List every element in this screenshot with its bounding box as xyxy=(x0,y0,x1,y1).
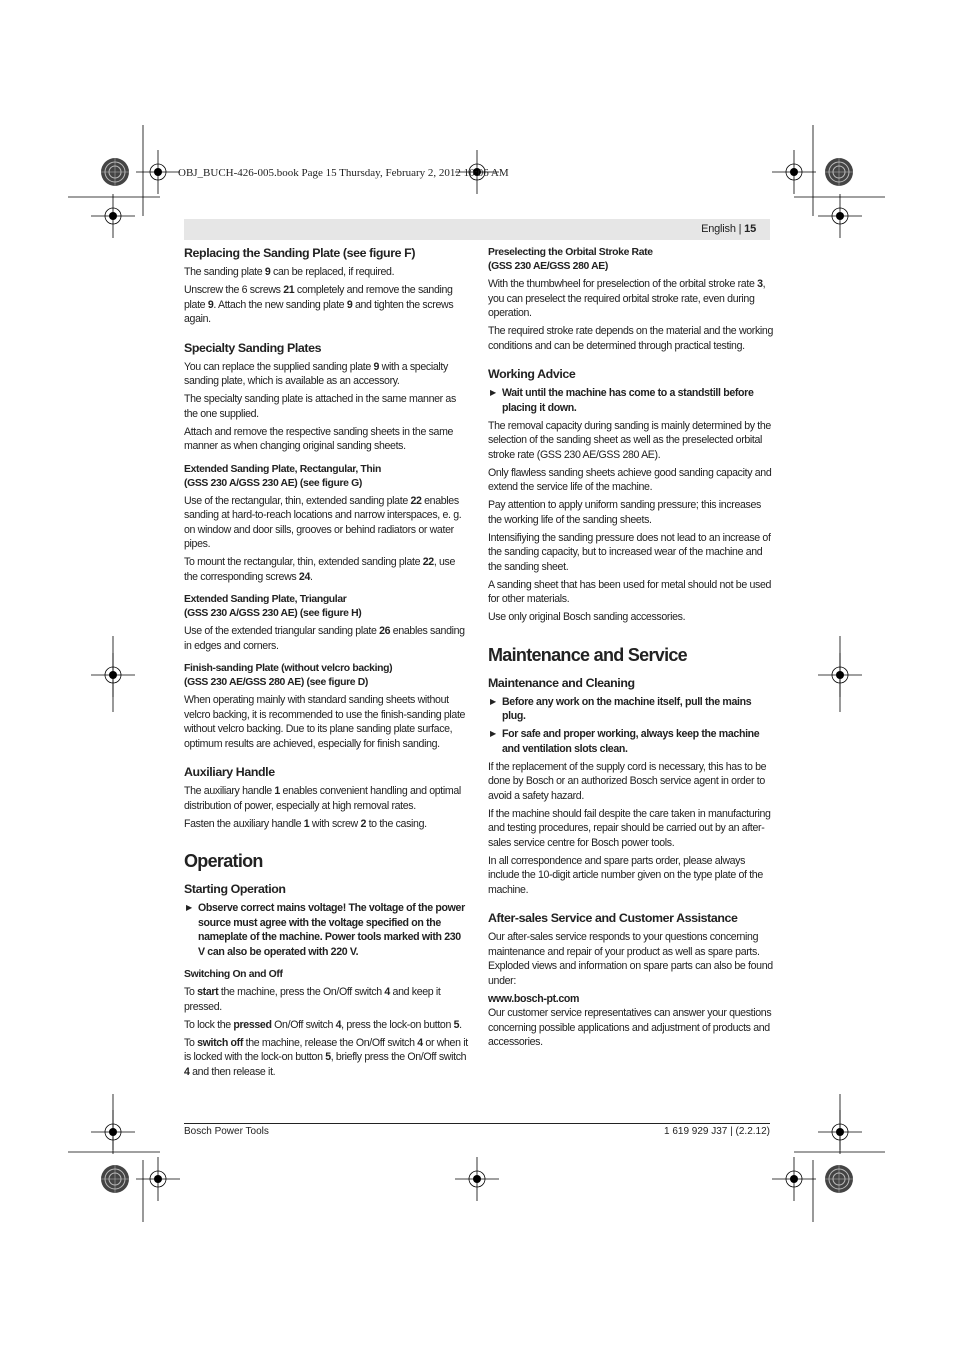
header-separator: | xyxy=(738,223,742,235)
heading-operation: Operation xyxy=(184,851,263,871)
heading-after-sales-service: After-sales Service and Customer Assistance xyxy=(488,911,738,925)
page-number: 15 xyxy=(744,223,756,235)
paragraph: To mount the rectangular, thin, extended sanding plate 22, use the corresponding screws 24. xyxy=(184,556,456,583)
paragraph: With the thumbwheel for preselection of the orbital stroke rate 3, you can preselect the required orbital stroke rate, even during operation. xyxy=(488,278,766,319)
page-header xyxy=(184,219,770,240)
footer-publisher: Bosch Power Tools xyxy=(184,1126,269,1137)
footer-doc-number: 1 619 929 J37 | (2.2.12) xyxy=(663,1126,770,1137)
paragraph: To start the machine, press the On/Off switch 4 and keep it pressed. xyxy=(184,986,441,1013)
header-language: English xyxy=(701,223,736,235)
paragraph: If the machine should fail despite the care taken in manufacturing and testing procedures, repair should be carried out by an after-sales service centre for Bosch power tools. xyxy=(488,807,771,849)
heading-extended-rectangular: Extended Sanding Plate, Rectangular, Thin (GSS 230 A/GSS 230 AE) (see figure G) xyxy=(184,463,381,489)
heading-specialty-sanding-plates: Specialty Sanding Plates xyxy=(184,340,322,355)
paragraph: Use only original Bosch sanding accessories. xyxy=(488,611,686,623)
safety-bullet: ▶ For safe and proper working, always keep the machine and ventilation slots clean. xyxy=(490,728,760,755)
right-column xyxy=(488,246,773,1053)
file-slug: OBJ_BUCH-426-005.book Page 15 Thursday, February 2, 2012 10:06 AM xyxy=(178,167,509,179)
safety-bullet: ▶ Observe correct mains voltage! The voltage of the power source must agree with the voltage specified on the nameplate of the machine. Power tools marked with 230 V can also be operated with 220 V. xyxy=(186,902,465,958)
paragraph: To lock the pressed On/Off switch 4, press the lock-on button 5. xyxy=(184,1018,462,1031)
left-column xyxy=(184,246,469,1083)
paragraph: If the replacement of the supply cord is necessary, this has to be done by Bosch or an authorized Bosch service agent in order to avoid a safety hazard. xyxy=(488,760,767,802)
heading-finish-sanding-plate: Finish-sanding Plate (without velcro backing) (GSS 230 AE/GSS 280 AE) (see figure D) xyxy=(184,663,393,688)
heading-switching-on-off: Switching On and Off xyxy=(184,969,283,980)
bullet-triangle-icon: ▶ xyxy=(490,388,496,397)
paragraph: To switch off the machine, release the On/Off switch 4 or when it is locked with the lock-on button 5, briefly press the On/Off switch 4 and then release it. xyxy=(184,1036,468,1078)
paragraph: Intensifiying the sanding pressure does not lead to an increase of the sanding capacity, but to increased wear of the machine and the sanding sheet. xyxy=(488,531,771,573)
paragraph: The removal capacity during sanding is mainly determined by the selection of the sanding sheet as well as the preselected orbital stroke rate (GSS 230 AE/GSS 280 AE). xyxy=(488,419,771,461)
bullet-triangle-icon: ▶ xyxy=(490,696,496,706)
heading-maintenance-and-service: Maintenance and Service xyxy=(488,644,687,665)
paragraph: In all correspondence and spare parts order, please always include the 10-digit article number given on the type plate of the machine. xyxy=(488,854,763,896)
heading-preselecting-orbital-stroke: Preselecting the Orbital Stroke Rate (GSS 230 AE/GSS 280 AE) xyxy=(488,247,653,272)
heading-extended-triangular: Extended Sanding Plate, Triangular (GSS 230 A/GSS 230 AE) (see figure H) xyxy=(184,594,362,619)
paragraph: Our customer service representatives can answer your questions concerning possible applications and adjustment of products and accessories. xyxy=(488,1007,772,1048)
paragraph: Our after-sales service responds to your questions concerning maintenance and repair of your product as well as spare parts. Exploded views and information on spare parts can also be found under: xyxy=(488,931,773,987)
paragraph: Use of the extended triangular sanding plate 26 enables sanding in edges and corners. xyxy=(184,625,465,652)
bosch-url-link[interactable]: www.bosch-pt.com xyxy=(488,992,580,1005)
paragraph: Fasten the auxiliary handle 1 with screw 2 to the casing. xyxy=(184,817,427,830)
safety-bullet: ▶ Before any work on the machine itself, pull the mains plug. xyxy=(490,695,752,722)
paragraph: A sanding sheet that has been used for metal should not be used for other materials. xyxy=(488,578,772,605)
paragraph: The sanding plate 9 can be replaced, if required. xyxy=(184,266,395,278)
paragraph: Unscrew the 6 screws 21 completely and remove the sanding plate 9. Attach the new sanding plate 9 and tighten the screws again. xyxy=(184,284,454,325)
footer-rule xyxy=(184,1123,770,1124)
paragraph: Use of the rectangular, thin, extended sanding plate 22 enables sanding at hard-to-reach locations and narrow interspaces, e. g. on window and door sills, grooves or behind radiators or water pipes. xyxy=(184,494,462,550)
paragraph: The auxiliary handle 1 enables convenient handling and optimal distribution of power, especially at high removal rates. xyxy=(184,785,461,812)
paragraph: The specialty sanding plate is attached in the same manner as the one supplied. xyxy=(184,393,456,420)
paragraph: Attach and remove the respective sanding sheets in the same manner as when changing original sanding sheets. xyxy=(184,425,454,452)
bullet-triangle-icon: ▶ xyxy=(490,729,496,738)
paragraph: When operating mainly with standard sanding sheets without velcro backing, it is recommended to use the finish-sanding plate without velcro backing. Due to its plane sanding plate surface, optimum results are achieved, especially for finish sanding. xyxy=(184,694,466,750)
page-indicator xyxy=(701,223,756,235)
paragraph: Only flawless sanding sheets achieve good sanding capacity and extend the service life of the machine. xyxy=(488,466,772,493)
safety-bullet: ▶ Wait until the machine has come to a standstill before placing it down. xyxy=(490,387,754,414)
heading-working-advice: Working Advice xyxy=(488,367,576,381)
heading-maintenance-and-cleaning: Maintenance and Cleaning xyxy=(488,675,635,690)
paragraph: The required stroke rate depends on the material and the working conditions and can be determined through practical testing. xyxy=(488,325,774,352)
heading-replacing-sanding-plate: Replacing the Sanding Plate (see figure F) xyxy=(184,246,416,260)
paragraph: Pay attention to apply uniform sanding pressure; this increases the working life of the sanding sheets. xyxy=(488,499,761,526)
bullet-triangle-icon: ▶ xyxy=(186,903,192,912)
heading-starting-operation: Starting Operation xyxy=(184,882,286,896)
heading-auxiliary-handle: Auxiliary Handle xyxy=(184,765,275,779)
paragraph: You can replace the supplied sanding plate 9 with a specialty sanding plate, which is available as an accessory. xyxy=(184,360,448,387)
